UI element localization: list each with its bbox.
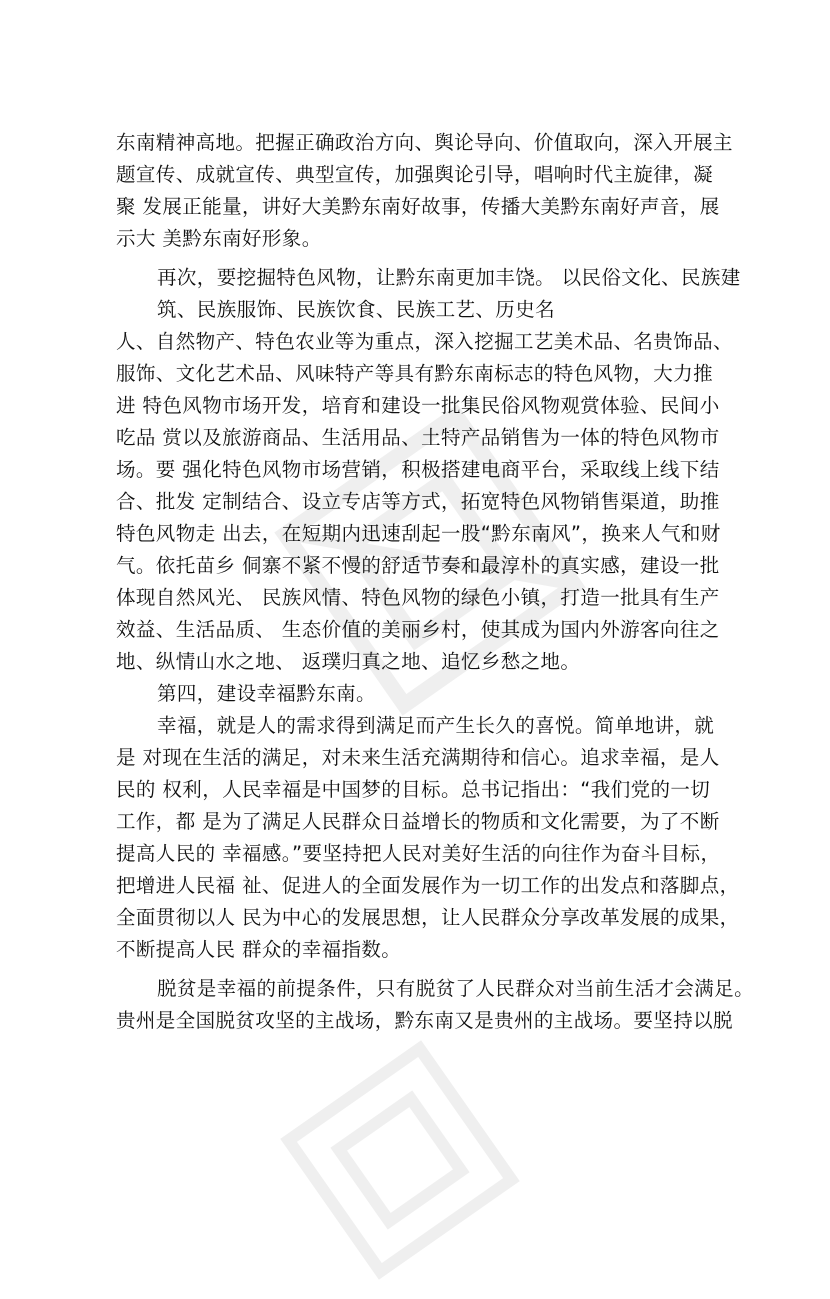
text-line-15: 体现自然风光、 民族风情、特色风物的绿色小镇，打造一批具有生产	[116, 586, 720, 609]
text-line-7: 人、自然物产、特色农业等为重点，深入挖掘工艺美术品、名贵饰品、	[116, 330, 733, 353]
text-line-17: 地、纵情山水之地、 返璞归真之地、追忆乡愁之地。	[116, 650, 581, 673]
text-line-6: 筑、民族服饰、民族饮食、民族工艺、历史名	[157, 298, 556, 321]
text-line-14: 气。依托苗乡 侗寨不紧不慢的舒适节奏和最淳朴的真实感，建设一批	[116, 554, 720, 577]
text-line-26: 不断提高人民 群众的幸福指数。	[116, 938, 402, 961]
text-line-11: 场。要 强化特色风物市场营销，积极搭建电商平台，采取线上线下结	[116, 458, 720, 481]
text-line-8: 服饰、文化艺术品、风味特产等具有黔东南标志的特色风物，大力推	[116, 362, 714, 385]
text-line-19: 幸福，就是人的需求得到满足而产生长久的喜悦。简单地讲，就	[157, 714, 715, 737]
text-line-16: 效益、生活品质、 生态价值的美丽乡村，使其成为国内外游客向往之	[116, 618, 720, 641]
text-line-21: 民的 权利，人民幸福是中国梦的目标。总书记指出：“我们党的一切	[116, 778, 711, 801]
section-heading: 第四，建设幸福黔东南。	[157, 682, 376, 705]
text-line-25: 全面贯彻以人 民为中心的发展思想，让人民群众分享改革发展的成果，	[116, 906, 740, 929]
text-line-1: 东南精神高地。把握正确政治方向、舆论导向、价值取向，深入开展主	[116, 131, 733, 154]
text-line-13: 特色风物走 出去，在短期内迅速刮起一股“黔东南风”，换来人气和财	[116, 522, 721, 545]
text-line-5: 再次，要挖掘特色风物，让黔东南更加丰饶。 以民俗文化、民族建	[157, 266, 741, 289]
text-line-4: 示大 美黔东南好形象。	[116, 227, 322, 250]
text-line-28: 贵州是全国脱贫攻坚的主战场，黔东南又是贵州的主战场。要坚持以脱	[116, 1009, 733, 1032]
text-line-23: 提高人民的 幸福感。”要坚持把人民对美好生活的向往作为奋斗目标，	[116, 842, 721, 865]
watermark-logo-icon-bottom	[261, 1021, 540, 1299]
text-line-24: 把增进人民福 祉、促进人的全面发展作为一切工作的出发点和落脚点，	[116, 874, 740, 897]
text-line-9: 进 特色风物市场开发，培育和建设一批集民俗风物观赏体验、民间小	[116, 394, 720, 417]
text-line-2: 题宣传、成就宣传、典型宣传，加强舆论引导，唱响时代主旋律，凝	[116, 163, 714, 186]
text-line-22: 工作，都 是为了满足人民群众日益增长的物质和文化需要，为了不断	[116, 810, 720, 833]
text-line-20: 是 对现在生活的满足，对未来生活充满期待和信心。追求幸福，是人	[116, 746, 720, 769]
text-line-10: 吃品 赏以及旅游商品、生活用品、土特产品销售为一体的特色风物市	[116, 426, 720, 449]
text-line-3: 聚 发展正能量，讲好大美黔东南好故事，传播大美黔东南好声音，展	[116, 195, 720, 218]
text-line-12: 合、批发 定制结合、设立专店等方式，拓宽特色风物销售渠道，助推	[116, 490, 720, 513]
text-line-27: 脱贫是幸福的前提条件，只有脱贫了人民群众对当前生活才会满足。	[157, 977, 755, 1000]
